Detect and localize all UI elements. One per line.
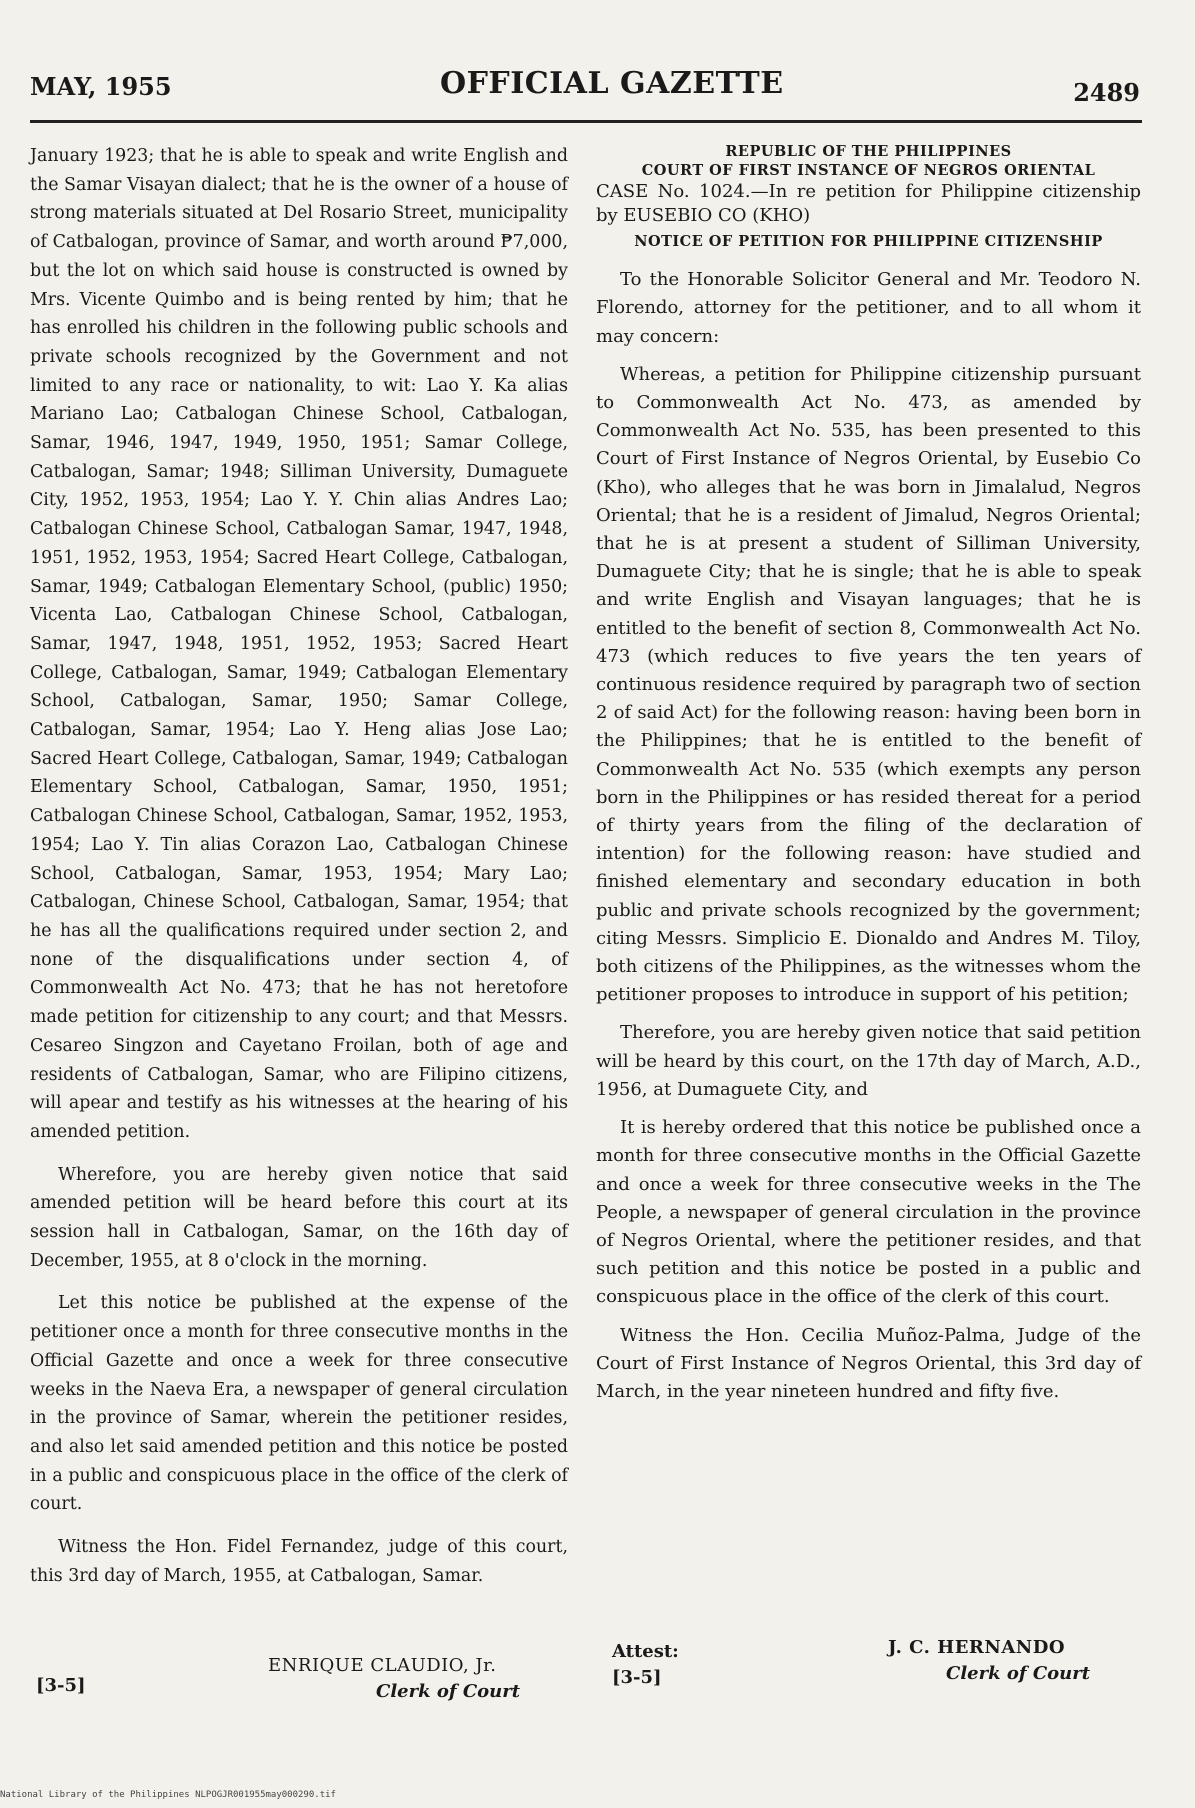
- right-paragraph-3: It is hereby ordered that this notice be published once a month for three consecutive months in the Official Gazette and once a week for three consecutive weeks in the The People, a newspaper of general circulation in the province of Negros Oriental, where the petitioner resides, and that such petition and this notice be posted in a public and conspicuous place in the office of the clerk of this court.: [596, 1117, 1141, 1308]
- left-paragraph-4: Witness the Hon. Fidel Fernandez, judge of this court, this 3rd day of March, 1955, at Catbalogan, Samar.: [30, 1537, 568, 1586]
- left-column: [30, 142, 568, 1590]
- issue-date: MAY, 1955: [30, 72, 172, 101]
- publication-title: OFFICIAL GAZETTE: [440, 66, 784, 101]
- attest-label: Attest:: [612, 1641, 679, 1662]
- page-header: [30, 66, 1140, 114]
- left-paragraph-2: Wherefore, you are hereby given notice that said amended petition will be heard before this court at its session hall in Catbalogan, Samar, on the 16th day of December, 1955, at 8 o'clock in the morning.: [30, 1164, 568, 1271]
- right-paragraph-4: Witness the Hon. Cecilia Muñoz-Palma, Judge of the Court of First Instance of Negros Oriental, this 3rd day of March, in the year nineteen hundred and fifty five.: [596, 1324, 1141, 1402]
- header-rule: [30, 120, 1142, 123]
- left-paragraph-3: Let this notice be published at the expense of the petitioner once a month for three consecutive months in the Official Gazette and once a week for three consecutive weeks in the Naeva Era, a newspaper of general circulation in the province of Samar, wherein the petitioner resides, and also let said amended petition and this notice be posted in a public and conspicuous place in the office of the clerk of court.: [30, 1293, 568, 1515]
- left-paragraph-1: January 1923; that he is able to speak and write English and the Samar Visayan dialect; that he is the owner of a house of strong materials situated at Del Rosario Street, municipality of Catbalogan, province of Samar, and worth around ₱7,000, but the lot on which said house is constructed is owned by Mrs. Vicente Quimbo and is being rented by him; that he has enrolled his children in the following public schools and private schools recognized by the Government and not limited to any race or nationality, to wit: Lao Y. Ka alias Mariano Lao; Catbalogan Chinese School, Catbalogan, Samar, 1946, 1947, 1949, 1950, 1951; Samar College, Catbalogan, Samar; 1948; Silliman University, Dumaguete City, 1952, 1953, 1954; Lao Y. Y. Chin alias Andres Lao; Catbalogan Chinese School, Catbalogan Samar, 1947, 1948, 1951, 1952, 1953, 1954; Sacred Heart College, Catbalogan, Samar, 1949; Catbalogan Elementary School, (public) 1950; Vicenta Lao, Catbalogan Chinese School, Catbalogan, Samar, 1947, 1948, 1951, 1952, 1953; Sacred Heart College, Catbalogan, Samar, 1949; Catbalogan Elementary School, Catbalogan, Samar, 1950; Samar College, Catbalogan, Samar, 1954; Lao Y. Heng alias Jose Lao; Sacred Heart College, Catbalogan, Samar, 1949; Catbalogan Elementary School, Catbalogan, Samar, 1950, 1951; Catbalogan Chinese School, Catbalogan, Samar, 1952, 1953, 1954; Lao Y. Tin alias Corazon Lao, Catbalogan Chinese School, Catbalogan, Samar, 1953, 1954; Mary Lao; Catbalogan, Chinese School, Catbalogan, Samar, 1954; that he has all the qualifications required under section 2, and none of the disqualifications under section 4, of Commonwealth Act No. 473; that he has not heretofore made petition for citizenship to any court; and that Messrs. Cesareo Singzon and Cayetano Froilan, both of age and residents of Catbalogan, Samar, who are Filipino citizens, will apear and testify as his witnesses at the hearing of his amended petition.: [30, 146, 568, 1142]
- right-paragraph-2: Therefore, you are hereby given notice that said petition will be heard by this court, on the 17th day of March, A.D., 1956, at Dumaguete City, and: [596, 1022, 1141, 1100]
- left-signer-name: ENRIQUE CLAUDIO, Jr.: [268, 1655, 497, 1676]
- left-ref: [3-5]: [36, 1675, 86, 1696]
- scan-footer: National Library of the Philippines NLPOGJR001955may000290.tif: [0, 1790, 336, 1800]
- court-heading-2: COURT OF FIRST INSTANCE OF NEGROS ORIENTAL: [641, 162, 1096, 179]
- right-signer-name: J. C. HERNANDO: [888, 1637, 1066, 1658]
- left-signer-title: Clerk of Court: [376, 1681, 521, 1702]
- notice-title: NOTICE OF PETITION FOR PHILIPPINE CITIZENSHIP: [634, 233, 1103, 250]
- court-heading-1: REPUBLIC OF THE PHILIPPINES: [725, 143, 1012, 160]
- right-ref: [3-5]: [612, 1667, 662, 1688]
- right-column: [596, 142, 1141, 1406]
- right-signer-title: Clerk of Court: [946, 1663, 1091, 1684]
- right-paragraph-1: Whereas, a petition for Philippine citizenship pursuant to Commonwealth Act No. 473, as amended by Commonwealth Act No. 535, has been presented to this Court of First Instance of Negros Oriental, by Eusebio Co (Kho), who alleges that he was born in Jimalalud, Negros Oriental; that he is a resident of Jimalud, Negros Oriental; that he is at present a student of Silliman University, Dumaguete City; that he is single; that he is able to speak and write English and Visayan languages; that he is entitled to the benefit of section 8, Commonwealth Act No. 473 (which reduces to five years the ten years of continuous residence required by paragraph two of section 2 of said Act) for the following reason: having been born in the Philippines; that he is entitled to the benefit of Commonwealth Act No. 535 (which exempts any person born in the Philippines or has resided thereat for a period of thirty years from the filing of the declaration of intention) for the following reason: have studied and finished elementary and secondary education in both public and private schools recognized by the government; citing Messrs. Simplicio E. Dionaldo and Andres M. Tiloy, both citizens of the Philippines, as the witnesses whom the petitioner proposes to introduce in support of his petition;: [596, 363, 1141, 1006]
- right-address: To the Honorable Solicitor General and Mr. Teodoro N. Florendo, attorney for the petitioner, and to all whom it may concern:: [596, 269, 1141, 347]
- case-line: CASE No. 1024.—In re petition for Philippine citizenship by EUSEBIO CO (KHO): [596, 181, 1141, 226]
- page-number: 2489: [1073, 78, 1140, 107]
